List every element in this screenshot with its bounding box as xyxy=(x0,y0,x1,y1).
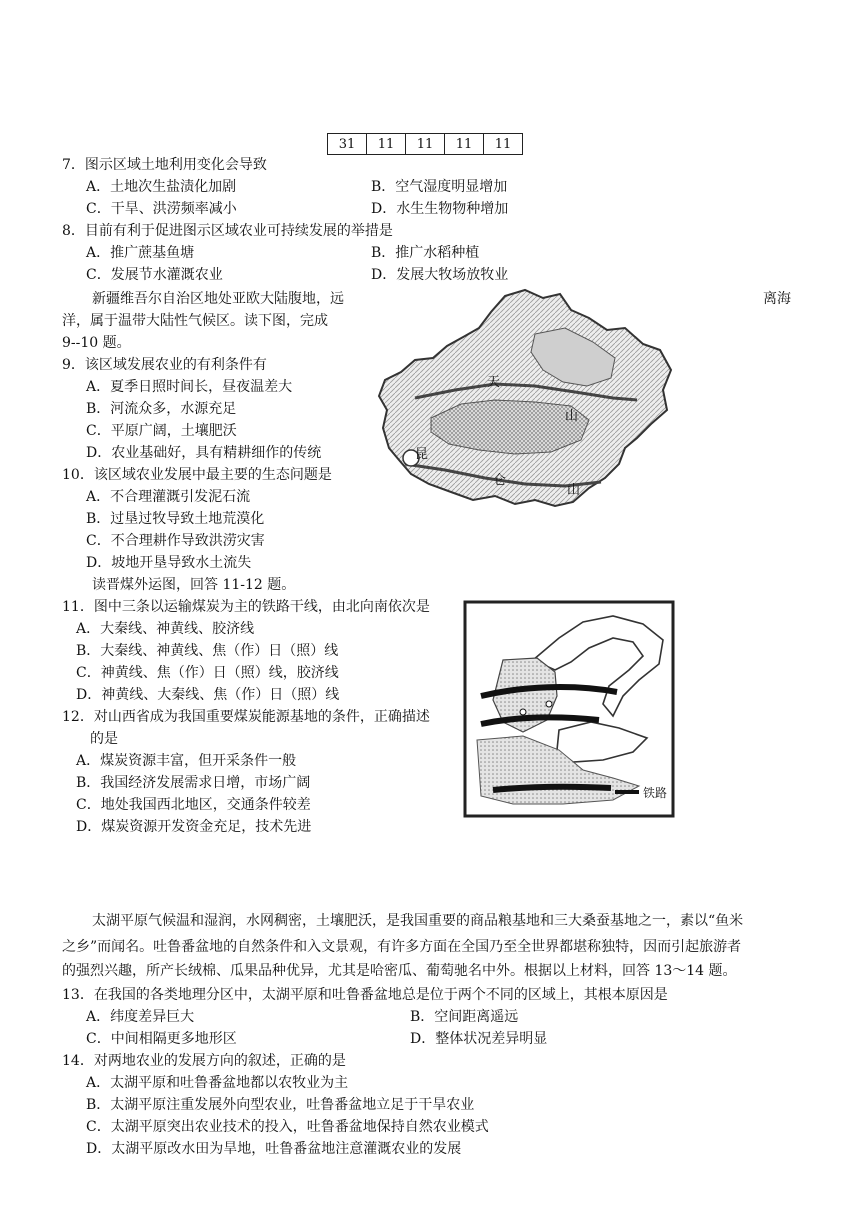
map-label-lun: 仑 xyxy=(493,473,507,488)
q14-option-b: B．太湖平原注重发展外向型农业，吐鲁番盆地立足于干旱农业 xyxy=(86,1097,475,1113)
q9-option-d: D．农业基础好，具有精耕细作的传统 xyxy=(86,445,322,461)
q13-option-a: A．纬度差异巨大 xyxy=(86,1009,195,1025)
q9-option-b: B．河流众多，水源充足 xyxy=(86,401,237,417)
q12-option-c: C．地处我国西北地区，交通条件较差 xyxy=(76,797,311,813)
passage-line2: 之乡”而闻名。吐鲁番盆地的自然条件和入文景观，有许多方面在全国乃至全世界都堪称独特，因而引起旅游者 xyxy=(62,939,742,955)
coal-intro: 读晋煤外运图，回答 11-12 题。 xyxy=(92,577,296,593)
q10-option-c: C．不合理耕作导致洪涝灾害 xyxy=(86,533,265,549)
coal-transport-map xyxy=(463,600,675,820)
q12-stem-cont: 的是 xyxy=(90,731,118,747)
score-cell: 11 xyxy=(445,134,484,155)
map-label-kun: 昆 xyxy=(415,447,429,462)
q10-option-d: D．坡地开垦导致水土流失 xyxy=(86,555,252,571)
q14-option-a: A．太湖平原和吐鲁番盆地都以农牧业为主 xyxy=(86,1075,349,1091)
q8-option-a: A．推广蔗基鱼塘 xyxy=(86,245,195,261)
score-cell: 31 xyxy=(328,134,367,155)
q10-option-b: B．过垦过牧导致土地荒漠化 xyxy=(86,511,265,527)
q9-option-c: C．平原广阔，土壤肥沃 xyxy=(86,423,237,439)
xj-intro-line1-tail: 离海 xyxy=(763,291,791,307)
railway-south xyxy=(493,787,611,790)
q7-option-b: B．空气湿度明显增加 xyxy=(371,179,508,195)
q11-option-c: C．神黄线、焦（作）日（照）线，胶济线 xyxy=(76,665,339,681)
q13-option-d: D．整体状况差异明显 xyxy=(410,1031,548,1047)
q12-option-b: B．我国经济发展需求日增，市场广阔 xyxy=(76,775,311,791)
q7-option-a: A．土地次生盐渍化加剧 xyxy=(86,179,237,195)
q11-option-b: B．大秦线、神黄线、焦（作）日（照）线 xyxy=(76,643,339,659)
xj-intro-line1: 新疆维吾尔自治区地处亚欧大陆腹地，远 xyxy=(92,291,344,307)
q7-option-d: D．水生生物物种增加 xyxy=(371,201,509,217)
map-label-tian: 天 xyxy=(487,375,501,390)
q8-stem: 8．目前有利于促进图示区域农业可持续发展的举措是 xyxy=(62,223,393,239)
q13-option-b: B．空间距离遥远 xyxy=(410,1009,519,1025)
q13-option-c: C．中间相隔更多地形区 xyxy=(86,1031,237,1047)
map-label-shan-2: 山 xyxy=(567,483,581,498)
xj-intro-line2: 洋，属于温带大陆性气候区。读下图，完成 xyxy=(62,313,328,329)
xj-intro-line3: 9--10 题。 xyxy=(62,335,131,351)
q7-stem: 7．图示区域土地利用变化会导致 xyxy=(62,157,267,173)
score-cell: 11 xyxy=(367,134,406,155)
q12-option-a: A．煤炭资源丰富，但开采条件一般 xyxy=(76,753,297,769)
q12-stem: 12．对山西省成为我国重要煤炭能源基地的条件，正确描述 xyxy=(62,709,430,725)
q11-option-a: A．大秦线、神黄线、胶济线 xyxy=(76,621,255,637)
xinjiang-map xyxy=(375,288,680,510)
q10-option-a: A．不合理灌溉引发泥石流 xyxy=(86,489,251,505)
q9-stem: 9．该区域发展农业的有利条件有 xyxy=(62,357,267,373)
score-table-row xyxy=(328,134,523,155)
score-table xyxy=(327,133,523,155)
q13-stem: 13．在我国的各类地理分区中，太湖平原和吐鲁番盆地总是位于两个不同的区域上，其根本原因是 xyxy=(62,987,668,1003)
q10-stem: 10．该区域农业发展中最主要的生态问题是 xyxy=(62,467,332,483)
q12-option-d: D．煤炭资源开发资金充足，技术先进 xyxy=(76,819,312,835)
q8-option-b: B．推广水稻种植 xyxy=(371,245,480,261)
q14-option-d: D．太湖平原改水田为旱地，吐鲁番盆地注意灌溉农业的发展 xyxy=(86,1141,462,1157)
passage-line1: 太湖平原气候温和湿润，水网稠密，土壤肥沃，是我国重要的商品粮基地和三大桑蚕基地之一，素以“鱼米 xyxy=(92,913,744,929)
q8-option-d: D．发展大牧场放牧业 xyxy=(371,267,509,283)
score-cell: 11 xyxy=(406,134,445,155)
q7-option-c: C．干旱、洪涝频率减小 xyxy=(86,201,237,217)
map-label-shan-1: 山 xyxy=(565,409,579,424)
q8-option-c: C．发展节水灌溉农业 xyxy=(86,267,223,283)
legend-railway-label: 铁路 xyxy=(643,786,668,800)
score-cell: 11 xyxy=(484,134,523,155)
q9-option-a: A．夏季日照时间长，昼夜温差大 xyxy=(86,379,293,395)
passage-line3: 的强烈兴趣，所产长绒棉、瓜果品种优异，尤其是哈密瓜、葡萄驰名中外。根据以上材料，回答 13～14 题。 xyxy=(62,963,737,979)
q11-option-d: D．神黄线、大秦线、焦（作）日（照）线 xyxy=(76,687,340,703)
q11-stem: 11．图中三条以运输煤炭为主的铁路干线，由北向南依次是 xyxy=(62,599,430,615)
q14-stem: 14．对两地农业的发展方向的叙述，正确的是 xyxy=(62,1053,346,1069)
q14-option-c: C．太湖平原突出农业技术的投入，吐鲁番盆地保持自然农业模式 xyxy=(86,1119,489,1135)
